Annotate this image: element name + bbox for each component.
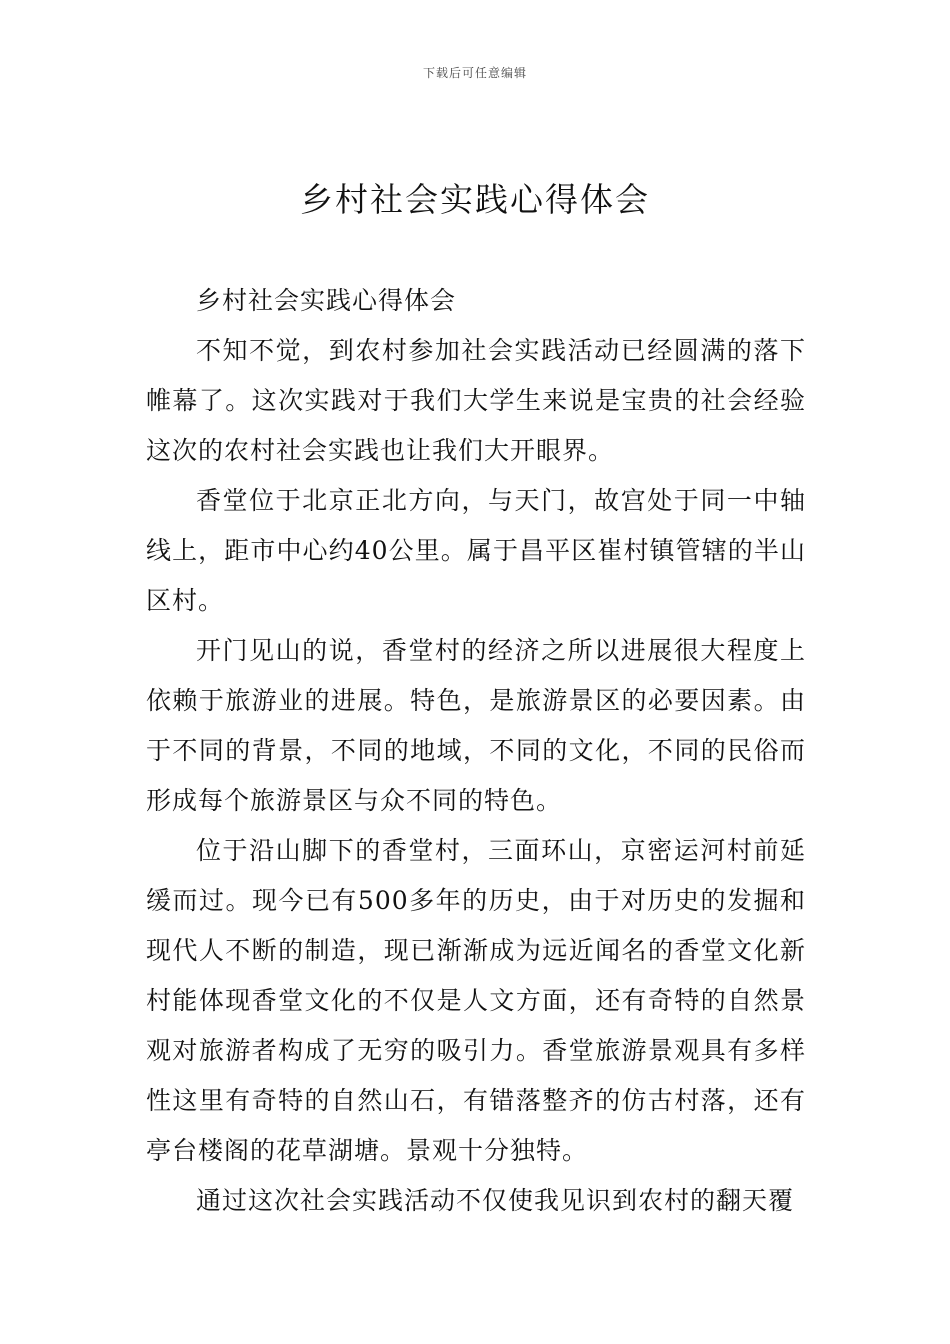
paragraph: 香堂位于北京正北方向，与天门，故宫处于同一中轴线上，距市中心约40公里。属于昌平区崔村镇管辖的半山区村。: [146, 486, 806, 615]
header-note: 下载后可任意编辑: [422, 66, 527, 80]
document-body: [146, 276, 806, 1226]
paragraph: 不知不觉，到农村参加社会实践活动已经圆满的落下帷幕了。这次实践对于我们大学生来说是宝贵的社会经验这次的农村社会实践也让我们大开眼界。: [146, 336, 806, 465]
document-title: 乡村社会实践心得体会: [300, 180, 650, 219]
paragraph: 开门见山的说，香堂村的经济之所以进展很大程度上依赖于旅游业的进展。特色，是旅游景区的必要因素。由于不同的背景，不同的地域，不同的文化，不同的民俗而形成每个旅游景区与众不同的特色。: [146, 636, 806, 815]
paragraph: 通过这次社会实践活动不仅使我见识到农村的翻天覆: [196, 1186, 795, 1215]
paragraph: 位于沿山脚下的香堂村，三面环山，京密运河村前延缓而过。现今已有500多年的历史，由于对历史的发掘和现代人不断的制造，现已渐渐成为远近闻名的香堂文化新村能体现香堂文化的不仅是人文方面，还有奇特的自然景观对旅游者构成了无穷的吸引力。香堂旅游景观具有多样性这里有奇特的自然山石，有错落整齐的仿古村落，还有亭台楼阁的花草湖塘。景观十分独特。: [146, 836, 806, 1165]
paragraph: 乡村社会实践心得体会: [196, 286, 457, 315]
